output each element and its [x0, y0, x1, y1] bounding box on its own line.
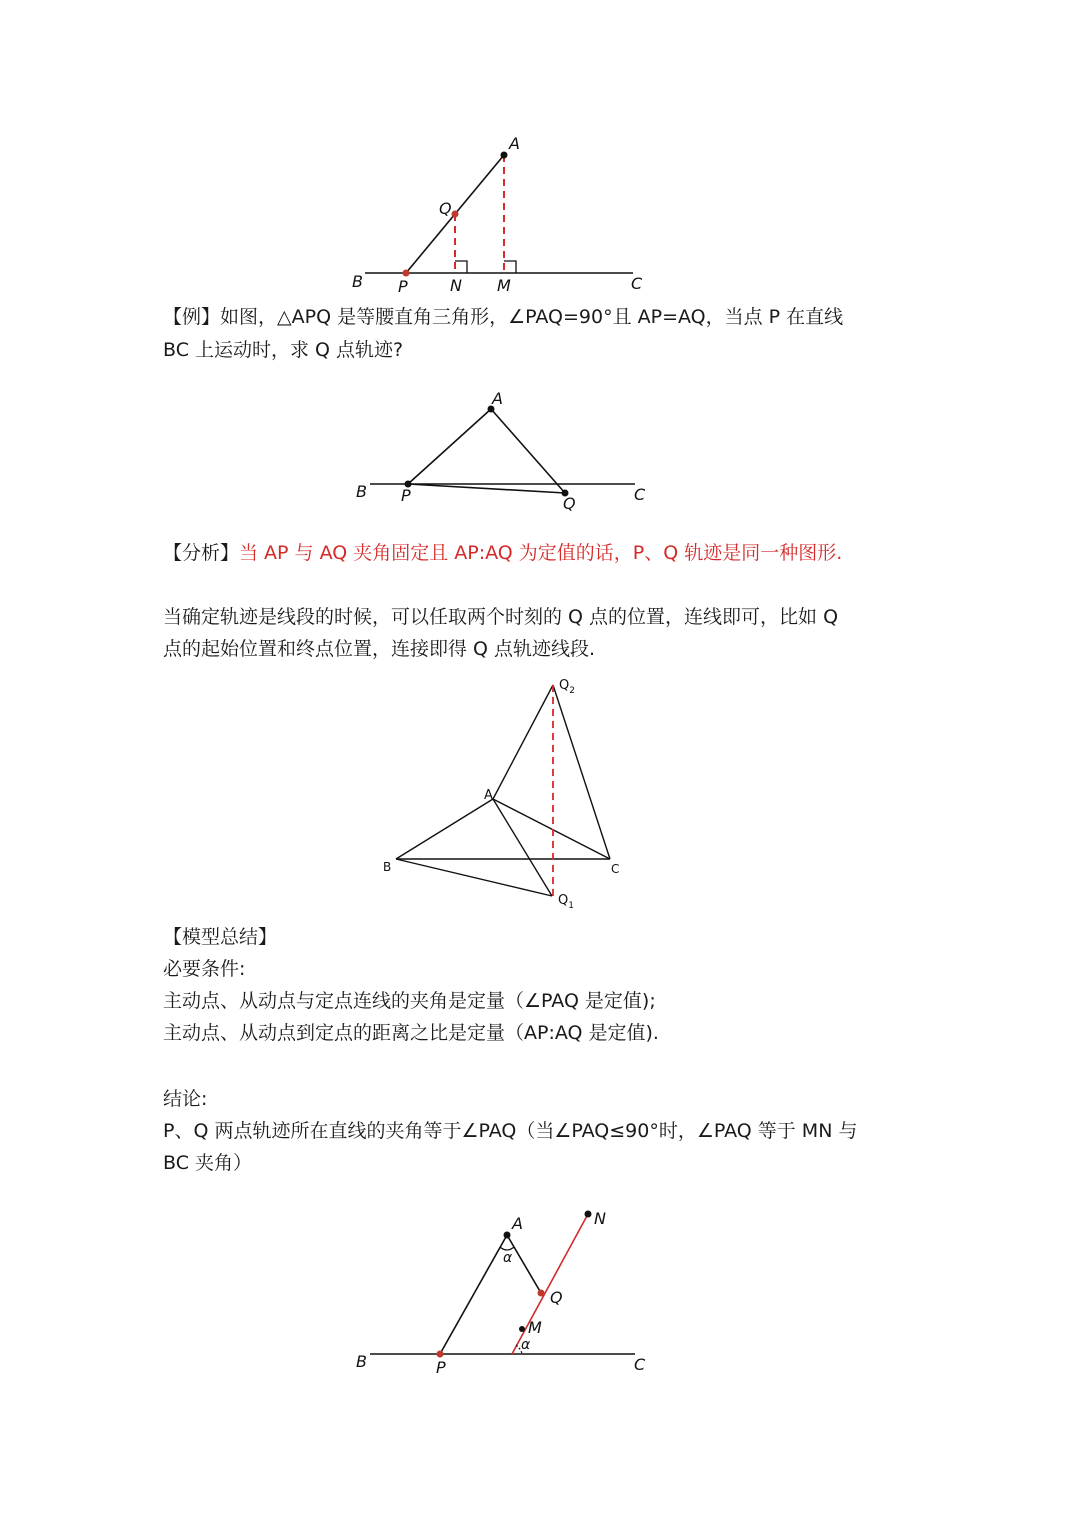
analysis-line [163, 539, 923, 567]
conclusion-title-text: 结论: [163, 1088, 208, 1110]
point-q [538, 1290, 545, 1297]
label-c: C [634, 485, 646, 504]
point-a [504, 1232, 511, 1239]
conclusion-title [163, 1085, 923, 1113]
condition-1-text: 主动点、从动点与定点连线的夹角是定量（∠PAQ 是定值); [163, 990, 656, 1012]
para-text-2: 点的起始位置和终点位置，连接即得 Q 点轨迹线段. [163, 638, 596, 660]
condition-1 [163, 987, 923, 1015]
right-angle-n [455, 261, 467, 273]
label-b: B [383, 860, 392, 874]
label-p: P [436, 1358, 446, 1377]
para-line-2 [163, 635, 923, 663]
example-text-2: BC 上运动时，求 Q 点轨迹? [163, 339, 404, 361]
label-m: M [528, 1318, 542, 1337]
analysis-tag: 【分析】 [163, 542, 240, 564]
label-c: C [634, 1355, 646, 1374]
segment-q2c [553, 685, 610, 859]
segment-bq1 [396, 859, 552, 896]
triangle-apq [408, 409, 565, 493]
label-a: A [492, 389, 503, 408]
label-q: Q [550, 1288, 563, 1307]
point-q [452, 211, 459, 218]
label-alpha-a: α [503, 1250, 513, 1266]
label-n: N [450, 276, 462, 295]
condition-2 [163, 1019, 923, 1047]
point-a [501, 152, 508, 159]
label-b: B [356, 482, 367, 501]
label-c: C [611, 862, 620, 876]
label-b: B [356, 1352, 367, 1371]
line-mn [512, 1214, 588, 1354]
point-p [403, 270, 410, 277]
label-q: Q [563, 494, 576, 513]
label-q: Q [439, 199, 452, 218]
analysis-text: 当 AP 与 AQ 夹角固定且 AP:AQ 为定值的话，P、Q 轨迹是同一种图形. [239, 542, 843, 564]
conclusion-text-2: BC 夹角） [163, 1152, 253, 1174]
para-text-1: 当确定轨迹是线段的时候，可以任取两个时刻的 Q 点的位置，连线即可，比如 Q [163, 606, 839, 628]
label-b: B [352, 272, 363, 291]
conclusion-line-1 [163, 1117, 923, 1145]
summary-heading-text: 【模型总结】 [163, 926, 278, 948]
conditions-title [163, 955, 923, 983]
example-text-1: 如图，△APQ 是等腰直角三角形，∠PAQ=90°且 AP=AQ，当点 P 在直线 [220, 306, 844, 328]
label-m: M [497, 276, 511, 295]
para-line-1 [163, 603, 923, 631]
conclusion-text-1: P、Q 两点轨迹所在直线的夹角等于∠PAQ（当∠PAQ≤90°时，∠PAQ 等于 MN 与 [163, 1120, 858, 1142]
example-line-2 [163, 336, 923, 364]
example-line-1 [163, 303, 923, 331]
figure-1-diagram [340, 130, 660, 300]
point-m [519, 1326, 525, 1332]
point-n [585, 1211, 592, 1218]
label-p: P [398, 277, 408, 296]
label-a: A [509, 134, 520, 153]
figure-4-diagram [340, 1200, 660, 1385]
summary-heading [163, 923, 923, 951]
point-p [437, 1351, 444, 1358]
label-c: C [631, 274, 643, 293]
label-a: A [512, 1214, 523, 1233]
conditions-title-text: 必要条件: [163, 958, 246, 980]
figure-3-diagram [370, 670, 640, 915]
label-alpha-c: α [521, 1337, 531, 1353]
figure-2-diagram [340, 385, 660, 520]
label-q1: $Q_1$ [558, 893, 574, 911]
segment-ba [396, 799, 493, 859]
conclusion-line-2 [163, 1149, 923, 1177]
label-p: P [401, 486, 411, 505]
segment-aq2 [493, 685, 553, 799]
label-n: N [594, 1209, 606, 1228]
right-angle-m [504, 261, 516, 273]
condition-2-text: 主动点、从动点到定点的距离之比是定量（AP:AQ 是定值). [163, 1022, 659, 1044]
label-q2: $Q_2$ [559, 678, 575, 696]
example-tag: 【例】 [163, 306, 221, 328]
segment-pa [440, 1235, 507, 1354]
label-a: A [484, 788, 493, 803]
